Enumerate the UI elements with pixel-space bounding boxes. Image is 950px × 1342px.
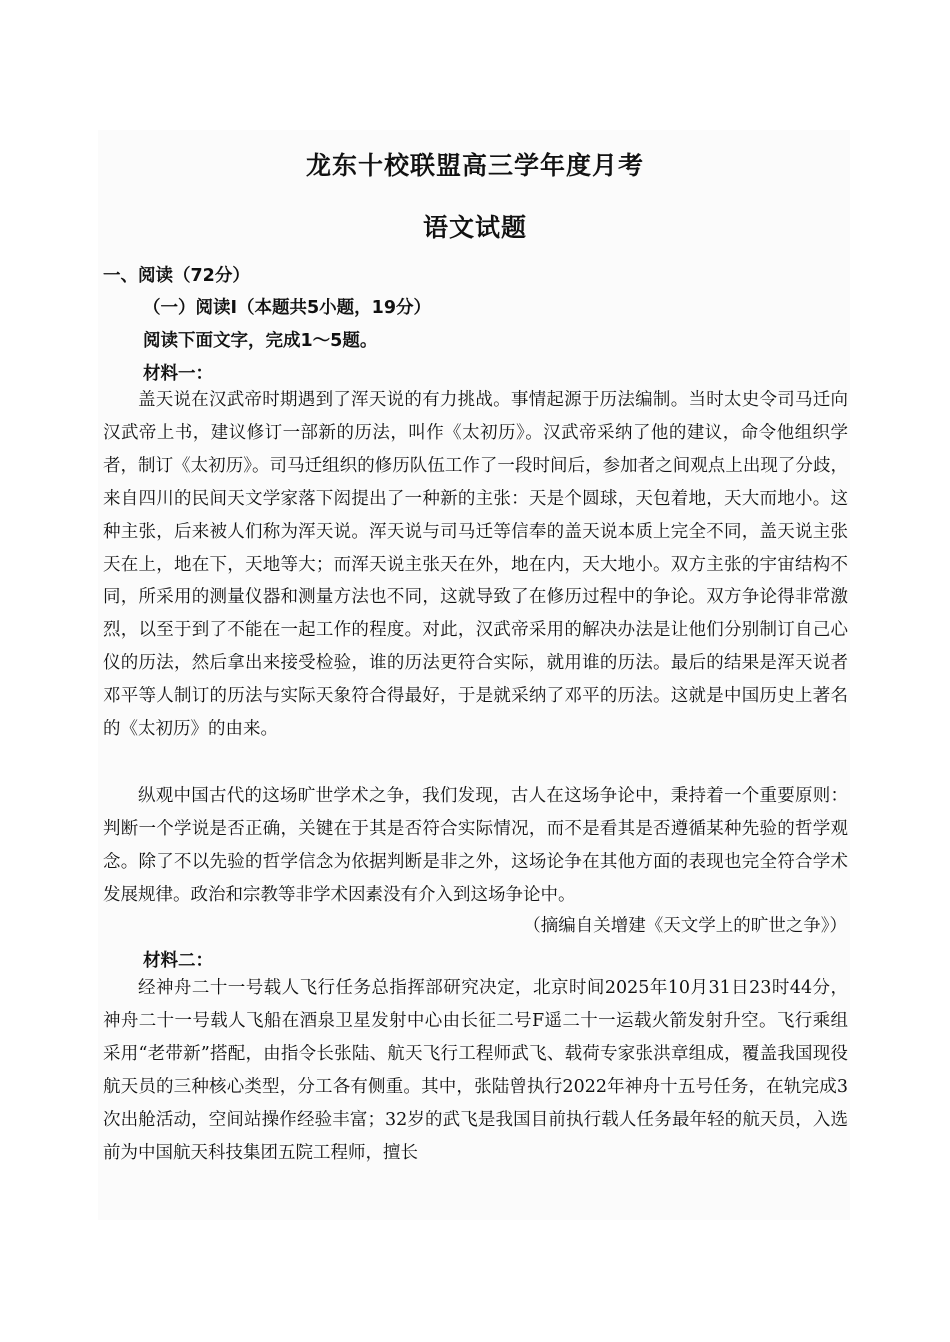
exam-subtitle: 语文试题 <box>422 213 527 242</box>
exam-title: 龙东十校联盟高三学年度月考 <box>305 151 644 180</box>
section-title: 一、阅读（72分） <box>103 266 250 286</box>
material-two-label: 材料二： <box>143 951 213 971</box>
material-one-paragraph-1: 盖天说在汉武帝时期遇到了浑天说的有力挑战。事情起源于历法编制。当时太史令司马迁向汉武帝上书，建议修订一部新的历法，叫作《太初历》。汉武帝采纳了他的建议，命令他组织学者，制订《太初历》。司马迁组织的修历队伍工作了一段时间后，参加者之间观点上出现了分歧，来自四川的民间天文学家落下闳提出了一种新的主张：天是个圆球，天包着地，天大而地小。这种主张，后来被人们称为浑天说。浑天说与司马迁等信奉的盖天说本质上完全不同，盖天说主张天在上，地在下，天地等大；而浑天说主张天在外，地在内，天大地小。双方主张的宇宙结构不同，所采用的测量仪器和测量方法也不同，这就导致了在修历过程中的争论。双方争论得非常激烈，以至于到了不能在一起工作的程度。对此，汉武帝采用的解决办法是让他们分别制订自己心仪的历法，然后拿出来接受检验，谁的历法更符合实际，就用谁的历法。最后的结果是浑天说者邓平等人制订的历法与实际天象符合得最好，于是就采纳了邓平的历法。这就是中国历史上著名的《太初历》的由来。 <box>103 390 848 740</box>
material-one-paragraph-2: 纵观中国古代的这场旷世学术之争，我们发现，古人在这场争论中，秉持着一个重要原则：判断一个学说是否正确，关键在于其是否符合实际情况，而不是看其是否遵循某种先验的哲学观念。除了不以先验的哲学信念为依据判断是非之外，这场论争在其他方面的表现也完全符合学术发展规律。政治和宗教等非学术因素没有介入到这场争论中。 <box>103 786 848 905</box>
material-one-label: 材料一： <box>143 364 213 384</box>
instructions: 阅读下面文字，完成1～5题。 <box>143 331 378 351</box>
material-one-source: （摘编自关增建《天文学上的旷世之争》） <box>523 916 847 936</box>
subsection-title: （一）阅读Ⅰ（本题共5小题，19分） <box>143 298 432 318</box>
material-two-paragraph-1: 经神舟二十一号载人飞行任务总指挥部研究决定，北京时间2025年10月31日23时44分，神舟二十一号载人飞船在酒泉卫星发射中心由长征二号F遥二十一运载火箭发射升空。飞行乘组采用“老带新”搭配，由指令长张陆、航天飞行工程师武飞、载荷专家张洪章组成，覆盖我国现役航天员的三种核心类型，分工各有侧重。其中，张陆曾执行2022年神舟十五号任务，在轨完成3次出舱活动，空间站操作经验丰富；32岁的武飞是我国目前执行载人任务最年轻的航天员，入选前为中国航天科技集团五院工程师，擅长 <box>103 978 848 1163</box>
